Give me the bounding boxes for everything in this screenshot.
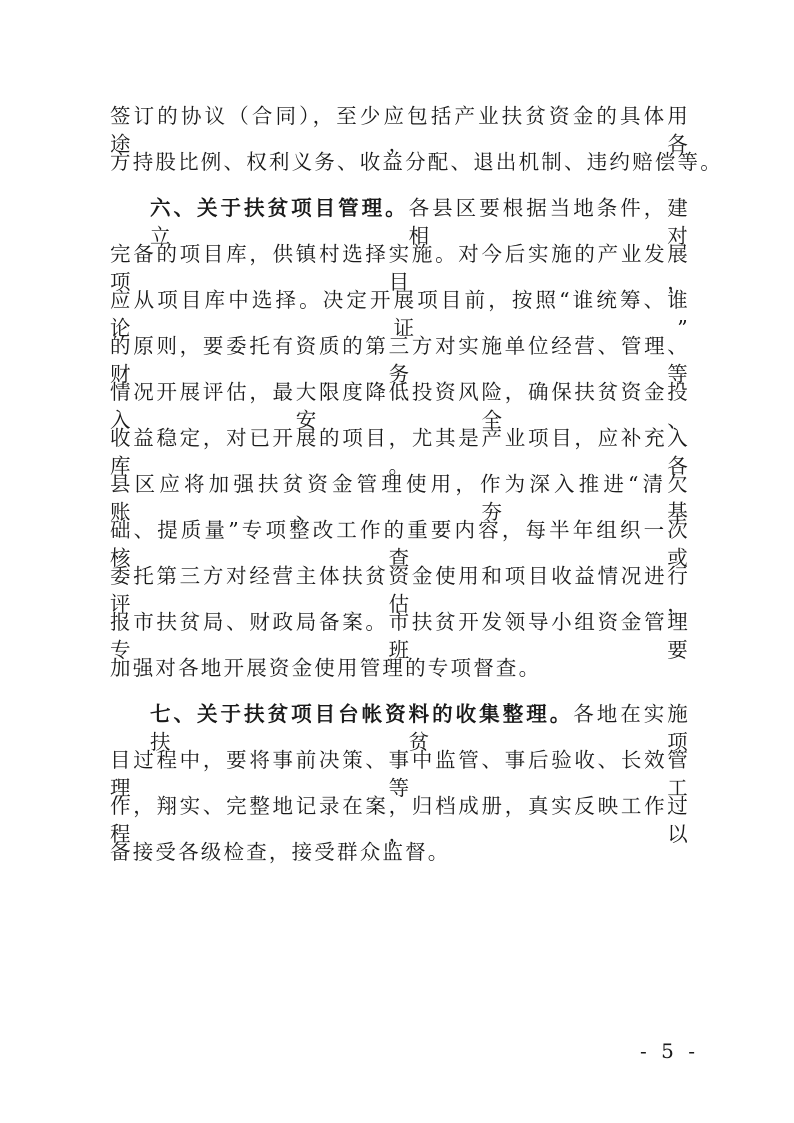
- text-line: 础、提质量”专项整改工作的重要内容，每半年组织一次核查或: [110, 518, 690, 570]
- text-line: 县区应将加强扶贫资金管理使用，作为深入推进“清欠账、夯基: [110, 472, 690, 524]
- section-six-heading: 六、关于扶贫项目管理。: [150, 196, 409, 220]
- text-line: 目过程中，要将事前决策、事中监管、事后验收、长效管理等工: [110, 748, 690, 800]
- text-line: 的原则，要委托有资质的第三方对实施单位经营、管理、财务等: [110, 334, 690, 386]
- section-seven-heading: 七、关于扶贫项目台帐资料的收集整理。: [150, 702, 574, 726]
- text-line: 作，翔实、完整地记录在案，归档成册，真实反映工作过程，以: [110, 794, 690, 846]
- section-seven-first-line-text: 各地在实施扶贫项: [150, 702, 691, 754]
- text-line: 委托第三方对经营主体扶贫资金使用和项目收益情况进行评估，: [110, 564, 690, 616]
- text-line: 应从项目库中选择。决定开展项目前，按照“谁统筹、谁论证”: [110, 288, 690, 340]
- text-line: 加强对各地开展资金使用管理的专项督查。: [110, 656, 542, 680]
- page-number: - 5 -: [640, 1039, 699, 1063]
- text-line: 收益稳定，对已开展的项目，尤其是产业项目，应补充入库。各: [110, 426, 690, 478]
- section-six-first-line-text: 各县区要根据当地条件，建立相对: [150, 196, 691, 248]
- text-line: 签订的协议（合同），至少应包括产业扶贫资金的具体用途，各: [110, 104, 690, 156]
- text-line: 方持股比例、权利义务、收益分配、退出机制、违约赔偿等。: [110, 150, 723, 174]
- text-line: 备接受各级检查，接受群众监督。: [110, 840, 451, 864]
- text-line: 完备的项目库，供镇村选择实施。对今后实施的产业发展项目，: [110, 242, 690, 294]
- text-line: 报市扶贫局、财政局备案。市扶贫开发领导小组资金管理专班要: [110, 610, 690, 662]
- text-line: 情况开展评估，最大限度降低投资风险，确保扶贫资金投入安全、: [110, 380, 690, 432]
